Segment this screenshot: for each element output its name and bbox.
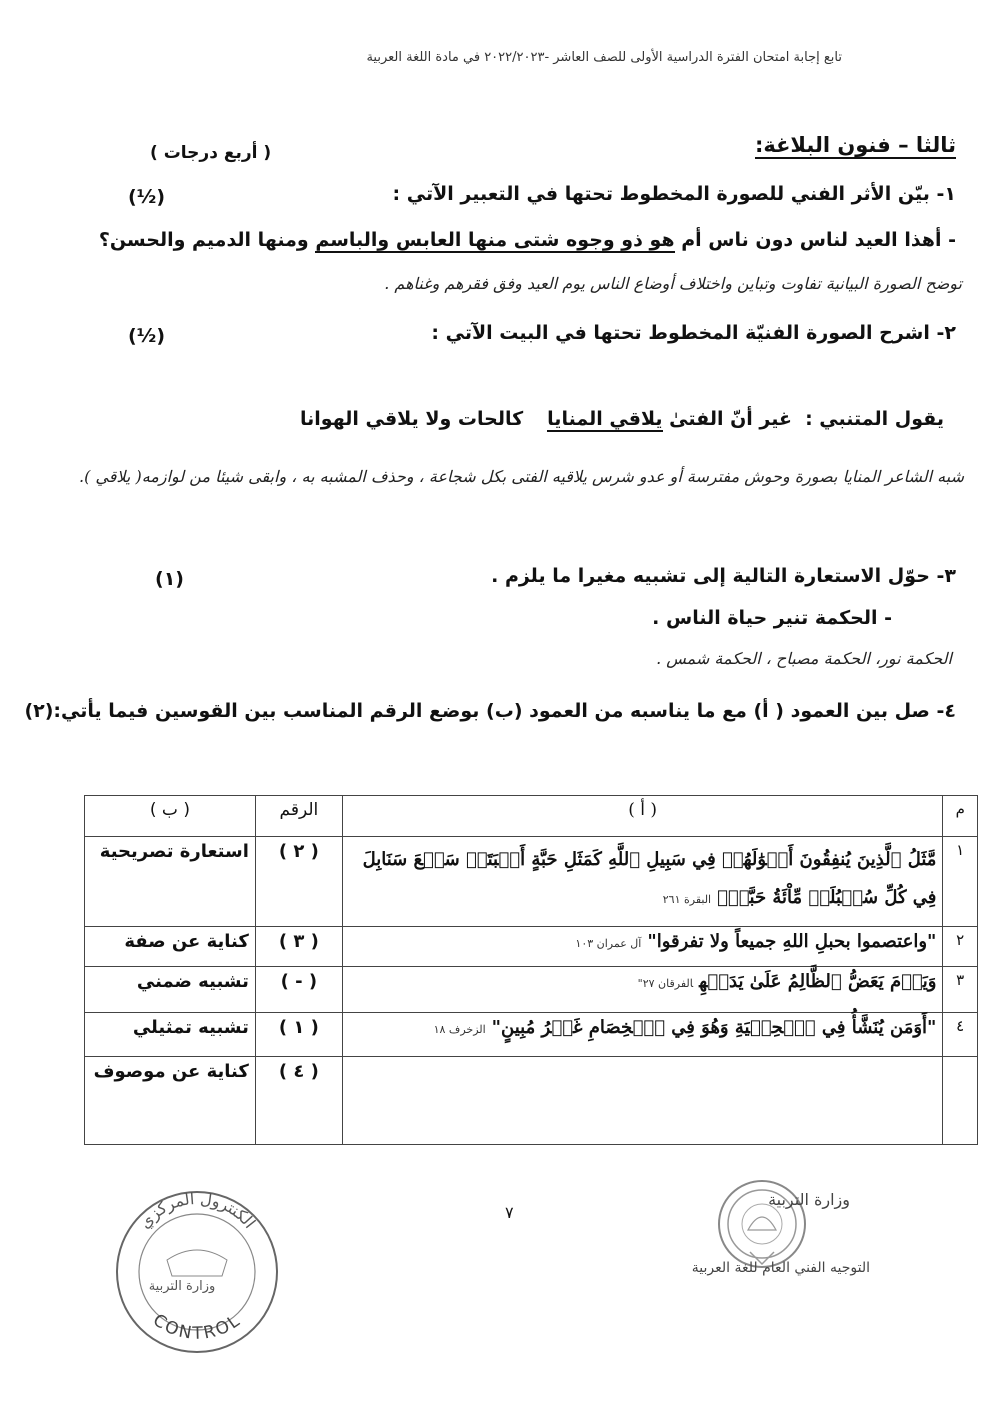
q2-verse-a-underlined: يلاقي المنايا [547, 408, 663, 430]
row-m: ٤ [943, 1013, 978, 1057]
header-a: ( أ ) [342, 796, 943, 837]
control-seal [112, 1172, 282, 1372]
q2-score: (½) [128, 325, 166, 347]
q1-quote-start: - أهذا العيد لناس دون ناس أم [674, 229, 956, 251]
row-a-source: الفرقان ٢٧" [637, 977, 694, 990]
page-number: ٧ [505, 1203, 514, 1222]
row-m [943, 1057, 978, 1145]
row-a [342, 927, 943, 967]
matching-table [84, 795, 978, 1145]
table-header-row [85, 796, 978, 837]
q3-sentence: - الحكمة تنير حياة الناس . [652, 607, 892, 629]
q1-quote-underlined: هو ذو وجوه شتى منها العابس والباسم [315, 229, 675, 251]
table-row [85, 1013, 978, 1057]
section-title-text: ثالثا – فنون البلاغة: [754, 133, 956, 157]
row-num: ( ٤ ) [255, 1057, 342, 1145]
seal-top-text: الكنترول المركزي [134, 1188, 260, 1233]
row-b: كناية عن صفة [85, 927, 256, 967]
header-b: ( ب ) [85, 796, 256, 837]
q2-prompt: ٢- اشرح الصورة الفنيّة المخطوط تحتها في البيت الآتي : [431, 322, 956, 344]
table-row [85, 967, 978, 1013]
row-a-text: وَيَوۡمَ يَعَضُّ ٱلظَّالِمُ عَلَىٰ يَدَيۡهِ [699, 971, 937, 992]
q1-answer: توضح الصورة البيانية تفاوت وتباين واختلاف أوضاع الناس يوم العيد وفق فقرهم وغناهم . [384, 274, 962, 293]
row-a [342, 1013, 943, 1057]
row-a-source: آل عمران ١٠٣ [575, 937, 642, 950]
row-a [342, 967, 943, 1013]
q3-answer: الحكمة نور، الحكمة مصباح ، الحكمة شمس . [656, 649, 952, 668]
table-row [85, 837, 978, 927]
q1-quote [99, 229, 956, 251]
row-a-text: "واعتصموا بحبلِ اللهِ جميعاً ولا تفرقوا" [647, 931, 937, 952]
q1-score: (½) [128, 186, 166, 208]
row-b: تشبيه تمثيلي [85, 1013, 256, 1057]
ministry-stamp-department: التوجيه الفني العام للغة العربية [691, 1260, 870, 1276]
row-b: استعارة تصريحية [85, 837, 256, 927]
q1-quote-end: ومنها الدميم والحسن؟ [98, 229, 316, 251]
row-a [342, 1057, 943, 1145]
table-row [85, 1057, 978, 1145]
section-total-marks: ( أربع درجات ) [150, 143, 272, 163]
seal-bottom-text: CONTROL [149, 1310, 245, 1344]
seal-mid-text: وزارة التربية [148, 1279, 216, 1294]
q2-verse-a-plain: غير أنّ الفتىٰ [662, 408, 792, 430]
section-title [755, 133, 956, 157]
q2-verse-b: كالحات ولا يلاقي الهوانا [300, 408, 524, 430]
row-a-source: البقرة ٢٦١ [662, 893, 712, 906]
row-num: ( ٢ ) [255, 837, 342, 927]
row-m: ١ [943, 837, 978, 927]
q2-verse-a [547, 408, 792, 430]
header-m: م [943, 796, 978, 837]
ministry-stamp-title: وزارة التربية [768, 1190, 850, 1209]
row-num: ( - ) [255, 967, 342, 1013]
row-num: ( ١ ) [255, 1013, 342, 1057]
q4-prompt: ٤- صل بين العمود ( أ) مع ما يناسبه من العمود (ب) بوضع الرقم المناسب بين القوسين فيما يأتي:(٢) [24, 700, 956, 722]
row-num: ( ٣ ) [255, 927, 342, 967]
q3-prompt: ٣- حوّل الاستعارة التالية إلى تشبيه مغيرا ما يلزم . [491, 565, 956, 587]
q1-prompt: ١- بيّن الأثر الفني للصورة المخطوط تحتها في التعبير الآتي : [392, 183, 956, 205]
row-a-text: "أَوَمَن يُنَشَّأُ فِي ٱلۡحِلۡيَةِ وَهُوَ فِي ٱلۡخِصَامِ غَيۡرُ مُبِينٍ" [491, 1017, 937, 1038]
header-num: الرقم [255, 796, 342, 837]
q2-poet: يقول المتنبي : [805, 408, 944, 430]
row-a-text: مَّثَلُ ٱلَّذِينَ يُنفِقُونَ أَمۡوَٰلَهُمۡ فِي سَبِيلِ ٱللَّهِ كَمَثَلِ حَبَّةٍ أَنۢبَتَتۡ سَبۡعَ سَنَابِلَ فِي كُلِّ سُنۢبُلَةٖ مِّاْئَةُ حَبَّةٖۗ [362, 849, 937, 908]
table-row [85, 927, 978, 967]
row-b: تشبيه ضمني [85, 967, 256, 1013]
row-m: ٣ [943, 967, 978, 1013]
q2-answer: شبه الشاعر المنايا بصورة وحوش مفترسة أو عدو شرس يلاقيه الفتى بكل شجاعة ، وحذف المشبه به ، وابقى شيئا من لوازمه( يلاقي ). [78, 467, 964, 486]
row-a [342, 837, 943, 927]
page-header: تابع إجابة امتحان الفترة الدراسية الأولى للصف العاشر -٢٠٢٢/٢٠٢٣ في مادة اللغة العربية [366, 50, 842, 65]
row-a-source: الزخرف ١٨ [433, 1023, 486, 1036]
row-m: ٢ [943, 927, 978, 967]
ministry-stamp [640, 1180, 870, 1290]
row-b: كناية عن موصوف [85, 1057, 256, 1145]
q3-score: (١) [155, 568, 184, 590]
